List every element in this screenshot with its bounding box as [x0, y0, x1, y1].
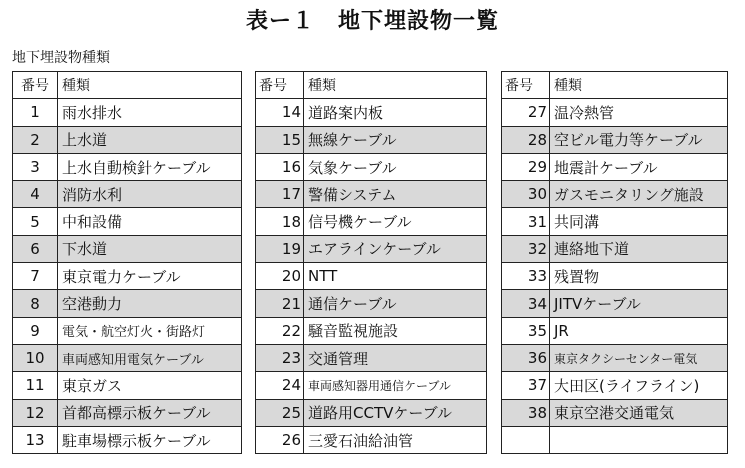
table-row: [13, 263, 242, 290]
row-type: 通信ケーブル: [304, 290, 487, 317]
row-type: 地震計ケーブル: [550, 153, 728, 180]
row-number: 23: [256, 344, 304, 371]
row-number: [502, 426, 550, 453]
row-type: 駐車場標示板ケーブル: [58, 426, 242, 453]
table-row: [256, 290, 487, 317]
row-number: 24: [256, 372, 304, 399]
row-type: 中和設備: [58, 208, 242, 235]
row-number: 21: [256, 290, 304, 317]
row-number: 37: [502, 372, 550, 399]
table-row: [13, 181, 242, 208]
buried-objects-table-1: [12, 71, 242, 454]
row-type: 上水自動検針ケーブル: [58, 153, 242, 180]
row-number: 34: [502, 290, 550, 317]
row-type: 大田区(ライフライン): [550, 372, 728, 399]
table-caption: 地下埋設物種類: [12, 50, 110, 66]
row-type: JR: [550, 317, 728, 344]
table-row: [13, 153, 242, 180]
table-row: [13, 317, 242, 344]
header-number: 番号: [502, 72, 550, 99]
table-row: [256, 235, 487, 262]
row-type: 騒音監視施設: [304, 317, 487, 344]
table-row: [256, 317, 487, 344]
row-type: 雨水排水: [58, 99, 242, 126]
row-number: 11: [13, 372, 58, 399]
row-type: 東京タクシーセンター電気: [550, 344, 728, 371]
row-type: 警備システム: [304, 181, 487, 208]
row-number: 26: [256, 426, 304, 453]
table-row: [502, 372, 728, 399]
row-number: 3: [13, 153, 58, 180]
table-row: [256, 99, 487, 126]
table-row: [13, 426, 242, 453]
row-type: 空港動力: [58, 290, 242, 317]
table-row: [13, 290, 242, 317]
table-row: [13, 235, 242, 262]
row-type: 下水道: [58, 235, 242, 262]
row-type: 連絡地下道: [550, 235, 728, 262]
row-type: 電気・航空灯火・街路灯: [58, 317, 242, 344]
row-type: 共同溝: [550, 208, 728, 235]
row-number: 18: [256, 208, 304, 235]
table-row: [502, 317, 728, 344]
row-type: ガスモニタリング施設: [550, 181, 728, 208]
row-type: 信号機ケーブル: [304, 208, 487, 235]
row-number: 33: [502, 263, 550, 290]
row-number: 10: [13, 344, 58, 371]
table-row: [502, 208, 728, 235]
row-type: 東京ガス: [58, 372, 242, 399]
row-number: 17: [256, 181, 304, 208]
table-row: [502, 235, 728, 262]
table-row: [13, 399, 242, 426]
row-number: 15: [256, 126, 304, 153]
table-header-row: [502, 72, 728, 99]
row-number: 31: [502, 208, 550, 235]
row-number: 27: [502, 99, 550, 126]
row-number: 29: [502, 153, 550, 180]
table-row: [13, 344, 242, 371]
row-number: 16: [256, 153, 304, 180]
table-header-row: [13, 72, 242, 99]
row-number: 4: [13, 181, 58, 208]
table-row: [13, 126, 242, 153]
row-number: 9: [13, 317, 58, 344]
table-row: [256, 181, 487, 208]
row-number: 20: [256, 263, 304, 290]
row-number: 22: [256, 317, 304, 344]
row-type: 東京電力ケーブル: [58, 263, 242, 290]
table-row: [256, 153, 487, 180]
row-type: 車両感知用電気ケーブル: [58, 344, 242, 371]
table-row: [502, 126, 728, 153]
row-type: 東京空港交通電気: [550, 399, 728, 426]
row-number: 25: [256, 399, 304, 426]
row-number: 2: [13, 126, 58, 153]
row-number: 7: [13, 263, 58, 290]
page-title: 表ー１ 地下埋設物一覧: [245, 9, 499, 34]
table-row: [502, 181, 728, 208]
table-row: [13, 99, 242, 126]
row-type: 首都高標示板ケーブル: [58, 399, 242, 426]
table-row: [502, 290, 728, 317]
header-number: 番号: [13, 72, 58, 99]
row-type: 三愛石油給油管: [304, 426, 487, 453]
row-type: 残置物: [550, 263, 728, 290]
header-type: 種類: [550, 72, 728, 99]
table-row: [256, 344, 487, 371]
table-row: [502, 153, 728, 180]
row-number: 1: [13, 99, 58, 126]
row-type: [550, 426, 728, 453]
row-number: 35: [502, 317, 550, 344]
row-number: 30: [502, 181, 550, 208]
table-row: [256, 372, 487, 399]
row-number: 14: [256, 99, 304, 126]
buried-objects-table-3: [501, 71, 728, 454]
header-type: 種類: [58, 72, 242, 99]
buried-objects-table-2: [255, 71, 487, 454]
row-number: 8: [13, 290, 58, 317]
row-number: 6: [13, 235, 58, 262]
row-number: 32: [502, 235, 550, 262]
row-type: 無線ケーブル: [304, 126, 487, 153]
row-type: エアラインケーブル: [304, 235, 487, 262]
table-row: [502, 399, 728, 426]
header-type: 種類: [304, 72, 487, 99]
row-number: 13: [13, 426, 58, 453]
table-row: [502, 344, 728, 371]
table-row: [256, 426, 487, 453]
table-row: [256, 399, 487, 426]
row-type: 温冷熱管: [550, 99, 728, 126]
table-row: [13, 372, 242, 399]
row-type: 道路用CCTVケーブル: [304, 399, 487, 426]
row-number: 12: [13, 399, 58, 426]
row-number: 19: [256, 235, 304, 262]
table-row: [13, 208, 242, 235]
table-row: [256, 263, 487, 290]
row-type: 車両感知器用通信ケーブル: [304, 372, 487, 399]
row-number: 28: [502, 126, 550, 153]
row-number: 36: [502, 344, 550, 371]
table-row: [502, 263, 728, 290]
row-type: 気象ケーブル: [304, 153, 487, 180]
row-type: 道路案内板: [304, 99, 487, 126]
row-number: 5: [13, 208, 58, 235]
row-type: 空ビル電力等ケーブル: [550, 126, 728, 153]
row-type: 交通管理: [304, 344, 487, 371]
table-row: [256, 126, 487, 153]
table-row: [502, 99, 728, 126]
row-type: 消防水利: [58, 181, 242, 208]
table-row: [502, 426, 728, 453]
table-row: [256, 208, 487, 235]
header-number: 番号: [256, 72, 304, 99]
row-number: 38: [502, 399, 550, 426]
row-type: NTT: [304, 263, 487, 290]
row-type: JITVケーブル: [550, 290, 728, 317]
table-header-row: [256, 72, 487, 99]
row-type: 上水道: [58, 126, 242, 153]
